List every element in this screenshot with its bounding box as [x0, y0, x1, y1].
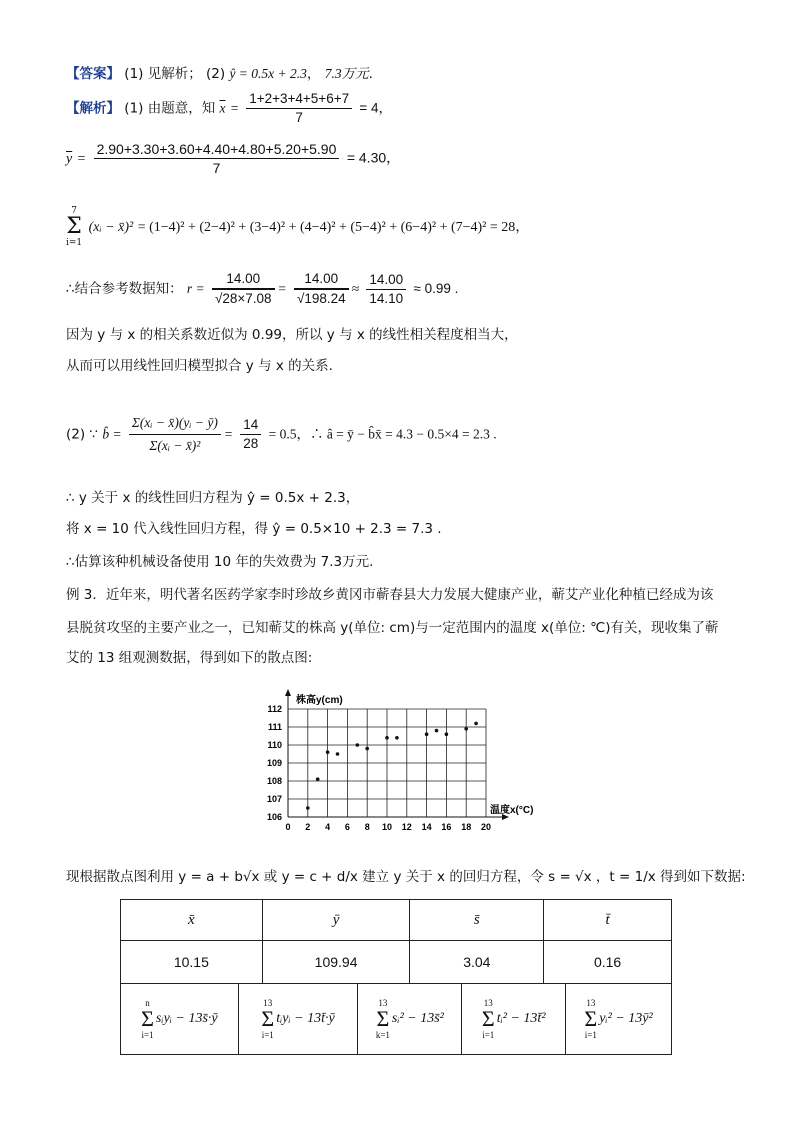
bhat-fraction — [129, 412, 221, 457]
scatter-chart — [250, 685, 550, 835]
chart-x-label: 温度x(°C) — [490, 805, 534, 816]
sum-symbol: 7 Σ i=1 — [66, 206, 83, 248]
r-f1-denominator: √28×7.08 — [212, 289, 275, 308]
xbar-fraction — [246, 90, 352, 127]
answer-part2: (2) — [206, 66, 226, 82]
answer-line — [66, 64, 373, 84]
sum-upper: 7 — [71, 206, 77, 216]
table-header-xbar: x̄ — [121, 900, 263, 941]
answer-end: . — [368, 66, 373, 82]
analysis-xbar-line: 【解析】 (1) 由题意，知 $\overline{x}$ = $\frac{1+2+3+4+5+6+7}{7}$ = 4， — [66, 91, 393, 125]
table-sum-cell — [238, 984, 358, 1055]
chart-y-ticks — [267, 704, 282, 822]
scatter-point — [306, 806, 310, 810]
table-sum-lower: i=1 — [482, 1030, 495, 1040]
chart-grid — [288, 709, 486, 817]
bhat-intro: (2) ∵ — [66, 426, 99, 443]
bhat-mid-numerator: 14 — [240, 416, 261, 435]
table-sum-lower: i=1 — [261, 1030, 274, 1040]
x-tick-label: 6 — [344, 822, 350, 832]
analysis-bhat-line: (2) ∵ b̂ = $\frac{\text{Σ(xᵢ − x̄)(yᵢ − ȳ)}}{\text{Σ(xᵢ − x̄)²}}$ = $\frac{14}{28}$ = 0.5，∴ â = ȳ − b̂x̄ = 4.3 − 0.5×4 = 2.3 . — [66, 412, 497, 457]
y-tick-label: 112 — [267, 704, 282, 714]
r-f3-numerator: 14.00 — [366, 271, 406, 290]
ybar-denominator: 7 — [212, 160, 221, 176]
xbar-result: = 4， — [359, 100, 393, 116]
table-sum-symbol: 13 Σ i=1 — [481, 998, 495, 1040]
x-tick-label: 8 — [364, 822, 370, 832]
x-tick-label: 2 — [305, 822, 311, 832]
r-fraction-1 — [212, 270, 275, 308]
answer-tag: 【答案】 — [66, 66, 120, 82]
table-sum-expression: yᵢ² − 13ȳ² — [599, 1011, 653, 1027]
scatter-point — [435, 729, 439, 733]
y-tick-label: 110 — [267, 740, 282, 750]
table-sum-expression: tᵢ² − 13t̄² — [496, 1011, 546, 1027]
table-sum-cell — [566, 984, 672, 1055]
y-axis-arrow — [285, 689, 291, 696]
table-value-ybar: 109.94 — [262, 941, 410, 984]
table-sum-row — [121, 984, 672, 1055]
x-tick-label: 14 — [421, 822, 432, 832]
scatter-point — [425, 732, 429, 736]
sum-lower: i=1 — [66, 238, 83, 248]
example-line-1: 例 3．近年来，明代著名医药学家李时珍故乡黄冈市蕲春县大力发展大健康产业，蕲艾产业化种植已经成为该 — [66, 587, 714, 603]
table-sum-symbol: n Σ i=1 — [141, 998, 154, 1040]
x-tick-label: 10 — [381, 822, 393, 832]
chart-x-ticks — [285, 822, 491, 832]
table-sum-upper: 13 — [586, 998, 596, 1008]
analysis-ybar-line: $\overline{y}$ = $\frac{2.90+3.30+3.60+4.40+4.80+5.20+5.90}{7}$ = 4.30， — [66, 141, 401, 176]
r-f2-denominator: √198.24 — [294, 289, 349, 308]
ybar-result: = 4.30， — [346, 149, 401, 166]
analysis-line-6: 从而可以用线性回归模型拟合 y 与 x 的关系. — [66, 358, 333, 374]
r-f3-denominator: 14.10 — [369, 290, 404, 306]
x-tick-label: 20 — [480, 822, 492, 832]
r-intro: ∴结合参考数据知： — [66, 281, 183, 297]
scatter-point — [336, 752, 340, 756]
table-value-xbar: 10.15 — [121, 941, 263, 984]
scatter-point — [464, 727, 468, 731]
ybar-symbol: $\overline{y}$ — [66, 151, 73, 167]
table-sum-symbol: 13 Σ k=1 — [375, 998, 390, 1040]
table-value-sbar: 3.04 — [410, 941, 544, 984]
r-fraction-3 — [366, 271, 406, 308]
table-sum-symbol: 13 Σ i=1 — [261, 998, 275, 1040]
scatter-point — [365, 747, 369, 751]
table-sum-cell — [121, 984, 239, 1055]
x-tick-label: 16 — [441, 822, 452, 832]
table-sum-symbol: 13 Σ i=1 — [584, 998, 598, 1040]
table-sum-upper: 13 — [378, 998, 388, 1008]
analysis-tag: 【解析】 — [66, 100, 120, 117]
xbar-symbol: $\overline{x}$ — [219, 100, 226, 116]
r-f1-numerator: 14.00 — [212, 270, 275, 289]
example-line-2: 县脱贫攻坚的主要产业之一，已知蕲艾的株高 y(单位: cm)与一定范围内的温度 x(单位: ℃)有关，现收集了蕲 — [66, 620, 719, 636]
example-after-chart: 现根据散点图利用 y = a + b√x 或 y = c + d/x 建立 y 关于 x 的回归方程，令 s = √x ，t = 1/x 得到如下数据: — [66, 869, 746, 885]
x-tick-label: 12 — [401, 822, 412, 832]
bhat-mid-fraction — [240, 416, 261, 453]
example-line-3: 艾的 13 组观测数据，得到如下的散点图: — [66, 650, 313, 666]
table-value-tbar: 0.16 — [544, 941, 672, 984]
scatter-point — [316, 777, 320, 781]
table-header-tbar: t̄ — [544, 900, 672, 941]
r-result: ≈ 0.99 . — [413, 281, 459, 296]
ybar-fraction — [94, 140, 340, 177]
analysis-line-9: 将 x = 10 代入线性回归方程，得 ŷ = 0.5×10 + 2.3 = 7.3 . — [66, 521, 442, 537]
scatter-point — [326, 750, 330, 754]
analysis-intro: (1) 由题意，知 — [124, 100, 216, 117]
scatter-point — [445, 732, 449, 736]
analysis-sum-line — [66, 205, 529, 249]
x-tick-label: 18 — [461, 822, 472, 832]
sum-term: (xᵢ − x̄)² — [88, 220, 134, 235]
data-table-sums — [120, 983, 672, 1055]
table-sum-expression: tᵢyᵢ − 13t̄·ȳ — [276, 1011, 335, 1027]
scatter-point — [474, 722, 478, 726]
table-sum-lower: k=1 — [375, 1030, 390, 1040]
y-tick-label: 106 — [266, 812, 282, 822]
chart-points — [306, 722, 478, 810]
y-tick-label: 109 — [266, 758, 282, 768]
table-sum-upper: 13 — [263, 998, 273, 1008]
answer-part1: (1) 见解析； — [124, 66, 202, 82]
y-tick-label: 107 — [266, 794, 282, 804]
answer-equation: ŷ = 0.5x + 2.3 — [229, 66, 307, 81]
analysis-line-10: ∴估算该种机械设备使用 10 年的失效费为 7.3万元. — [66, 554, 374, 570]
bhat-result: = 0.5，∴ â = ȳ − b̂x̄ = 4.3 − 0.5×4 = 2.3 . — [268, 426, 497, 442]
table-sum-expression: sᵢ² − 13s̄² — [391, 1011, 444, 1027]
bhat-numerator: Σ(xᵢ − x̄)(yᵢ − ȳ) — [129, 412, 221, 435]
analysis-r-line: ∴结合参考数据知： r = $\frac{14.00}{√28\times 7.08}$ = $\frac{14.00}{√198.24}$ ≈ $\frac{14.00}{14.10}$ ≈ 0.99 . — [66, 271, 459, 306]
x-tick-label: 0 — [285, 822, 291, 832]
answer-value: 7.3万元 — [324, 66, 369, 81]
xbar-denominator: 7 — [295, 110, 303, 125]
data-table-top — [120, 899, 672, 984]
table-sum-lower: i=1 — [584, 1030, 597, 1040]
scatter-point — [385, 736, 389, 740]
table-header-ybar: ȳ — [262, 900, 410, 941]
r-f2-numerator: 14.00 — [294, 270, 349, 289]
chart-y-label: 株高y(cm) — [296, 695, 343, 706]
r-fraction-2 — [294, 270, 349, 308]
y-tick-label: 111 — [267, 722, 282, 732]
analysis-line-8: ∴ y 关于 x 的线性回归方程为 ŷ = 0.5x + 2.3， — [66, 490, 360, 506]
xbar-numerator: 1+2+3+4+5+6+7 — [246, 90, 352, 109]
analysis-line-5: 因为 y 与 x 的相关系数近似为 0.99，所以 y 与 x 的线性相关程度相当大， — [66, 327, 518, 343]
scatter-point — [395, 736, 399, 740]
table-sum-expression: sᵢyᵢ − 13s̄·ȳ — [155, 1011, 218, 1027]
table-sum-upper: n — [145, 998, 150, 1008]
sum-expansion: = (1−4)² + (2−4)² + (3−4)² + (4−4)² + (5−4)² + (6−4)² + (7−4)² = 28， — [137, 220, 530, 235]
answer-separator: ， — [306, 66, 321, 82]
scatter-point — [356, 743, 360, 747]
x-tick-label: 4 — [325, 822, 331, 832]
ybar-numerator: 2.90+3.30+3.60+4.40+4.80+5.20+5.90 — [94, 140, 340, 159]
y-tick-label: 108 — [266, 776, 282, 786]
bhat-denominator: Σ(xᵢ − x̄)² — [149, 438, 201, 453]
table-sum-cell — [358, 984, 462, 1055]
table-sum-cell — [462, 984, 566, 1055]
table-sum-upper: 13 — [483, 998, 493, 1008]
bhat-mid-denominator: 28 — [243, 436, 259, 451]
table-header-sbar: s̄ — [410, 900, 544, 941]
table-sum-lower: i=1 — [141, 1030, 154, 1040]
